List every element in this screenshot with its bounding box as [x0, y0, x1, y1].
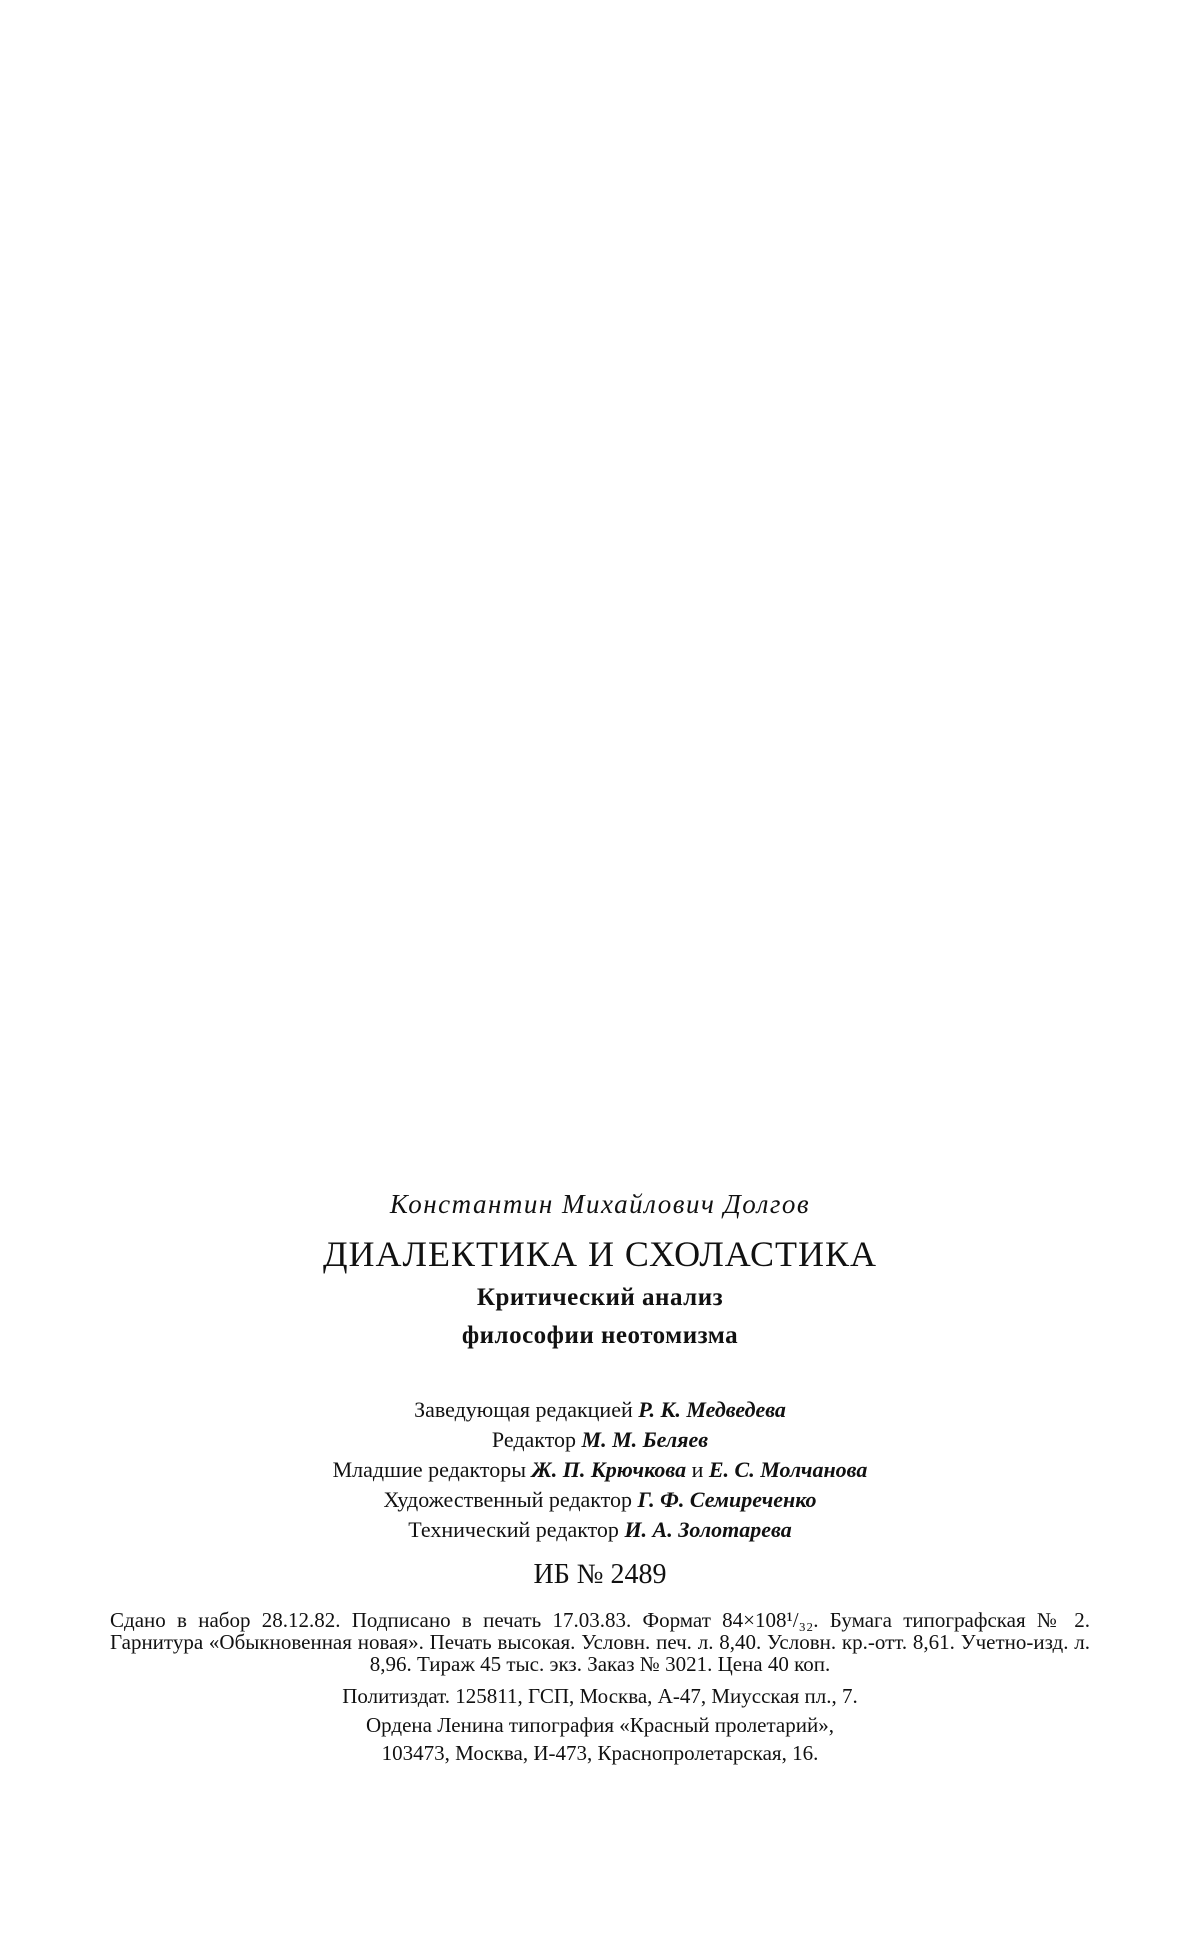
- credit-person: Ж. П. Крючкова: [531, 1457, 687, 1482]
- ib-number: ИБ № 2489: [533, 1559, 667, 1590]
- credit-joiner: и: [691, 1457, 704, 1482]
- book-subtitle-line-1: Критический анализ: [476, 1284, 724, 1311]
- credit-person: Е. С. Молчанова: [708, 1457, 868, 1482]
- editorial-credits: [0, 1395, 1200, 1545]
- credit-role: Художественный редактор: [383, 1487, 633, 1512]
- credit-person: Г. Ф. Семиреченко: [637, 1487, 817, 1512]
- credit-role: Технический редактор: [408, 1517, 619, 1542]
- publisher-address: Политиздат. 125811, ГСП, Москва, А-47, Миусская пл., 7.: [342, 1684, 858, 1708]
- book-subtitle-line-2: философии неотомизма: [461, 1322, 739, 1349]
- credit-person: Р. К. Медведева: [638, 1397, 786, 1422]
- printer-line-1: Ордена Ленина типография «Красный пролетарий»,: [366, 1713, 834, 1737]
- credit-line-editor: [0, 1425, 1200, 1455]
- credit-line-technical-editor: [0, 1515, 1200, 1545]
- credit-line-art-editor: [0, 1485, 1200, 1515]
- colophon: [0, 1185, 1200, 1765]
- author-name: Константин Михайлович Долгов: [389, 1189, 811, 1219]
- credit-line-head-of-office: [0, 1395, 1200, 1425]
- credit-role: Заведующая редакцией: [414, 1397, 633, 1422]
- credit-person: М. М. Беляев: [581, 1427, 709, 1452]
- book-title: ДИАЛЕКТИКА И СХОЛАСТИКА: [322, 1234, 878, 1274]
- credit-role: Младшие редакторы: [332, 1457, 527, 1482]
- credit-line-junior-editors: [0, 1455, 1200, 1485]
- credit-role: Редактор: [491, 1427, 577, 1452]
- print-imprint: Сдано в набор 28.12.82. Подписано в печать 17.03.83. Формат 84×108¹/₃₂. Бумага типографская № 2. Гарнитура «Обыкновенная новая». Печать высокая. Условн. печ. л. 8,40. Условн. кр.-отт. 8,61. Учетно-изд. л. 8,96. Тираж 45 тыс. экз. Заказ № 3021. Цена 40 коп.: [110, 1608, 1090, 1676]
- printer-line-2: 103473, Москва, И-473, Краснопролетарская, 16.: [381, 1741, 819, 1765]
- credit-person: И. А. Золотарева: [624, 1517, 792, 1542]
